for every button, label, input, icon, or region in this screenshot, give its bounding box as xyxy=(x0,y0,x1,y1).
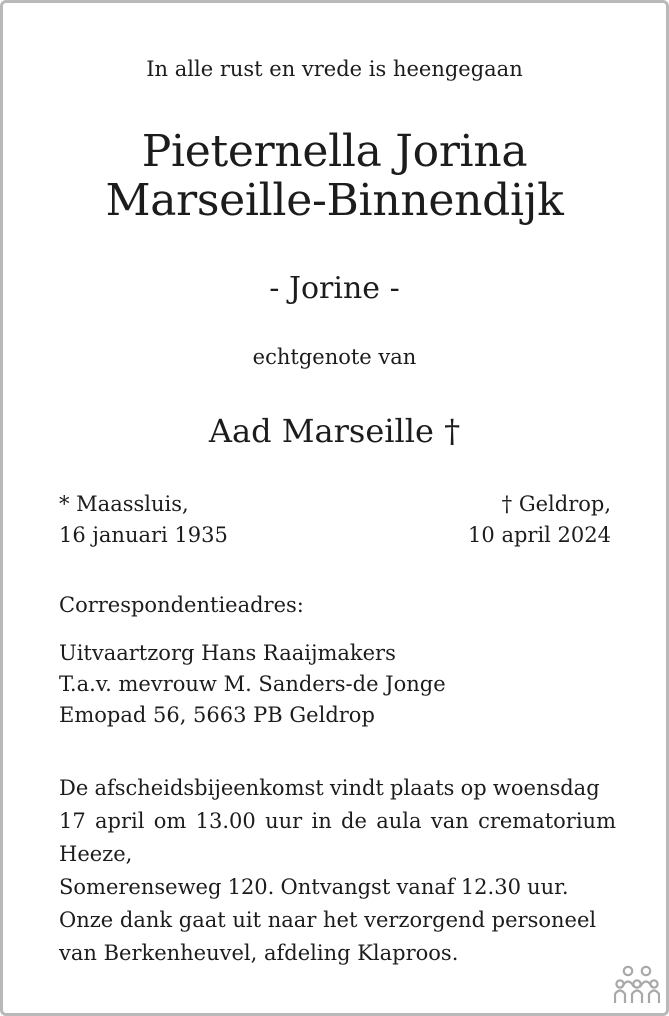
birth-date: 16 januari 1935 xyxy=(59,523,228,547)
nickname: - Jorine - xyxy=(269,271,400,306)
birth-info xyxy=(59,489,228,551)
ceremony-line: Somerenseweg 120. Ontvangst vanaf 12.30 uur. xyxy=(59,875,569,899)
intro-text: In alle rust en vrede is heengegaan xyxy=(146,57,523,81)
address-line: Uitvaartzorg Hans Raaijmakers xyxy=(59,641,396,665)
address-line: T.a.v. mevrouw M. Sanders-de Jonge xyxy=(59,672,446,696)
ceremony-line: 17 april om 13.00 uur in de aula van crematorium Heeze, xyxy=(59,809,616,866)
death-date: 10 april 2024 xyxy=(468,523,611,547)
thanks-line: van Berkenheuvel, afdeling Klaproos. xyxy=(59,941,459,965)
ceremony-line: De afscheidsbijeenkomst vindt plaats op woensdag xyxy=(59,776,600,800)
birth-place: * Maassluis, xyxy=(59,492,189,516)
deceased-name-line-1: Pieternella Jorina xyxy=(141,126,528,177)
ceremony-paragraph xyxy=(59,772,616,904)
address-line: Emopad 56, 5663 PB Geldrop xyxy=(59,703,375,727)
correspondence-address xyxy=(59,638,446,731)
deceased-name xyxy=(3,127,666,225)
relation-text: echtgenote van xyxy=(252,345,417,369)
spouse-name: Aad Marseille † xyxy=(208,412,461,450)
people-group-icon xyxy=(614,965,660,1005)
thanks-line: Onze dank gaat uit naar het verzorgend personeel xyxy=(59,908,597,932)
death-place: † Geldrop, xyxy=(501,492,611,516)
thanks-paragraph xyxy=(59,904,616,970)
deceased-name-line-2: Marseille-Binnendijk xyxy=(105,175,564,226)
correspondence-label: Correspondentieadres: xyxy=(59,593,304,617)
death-info xyxy=(468,489,611,551)
